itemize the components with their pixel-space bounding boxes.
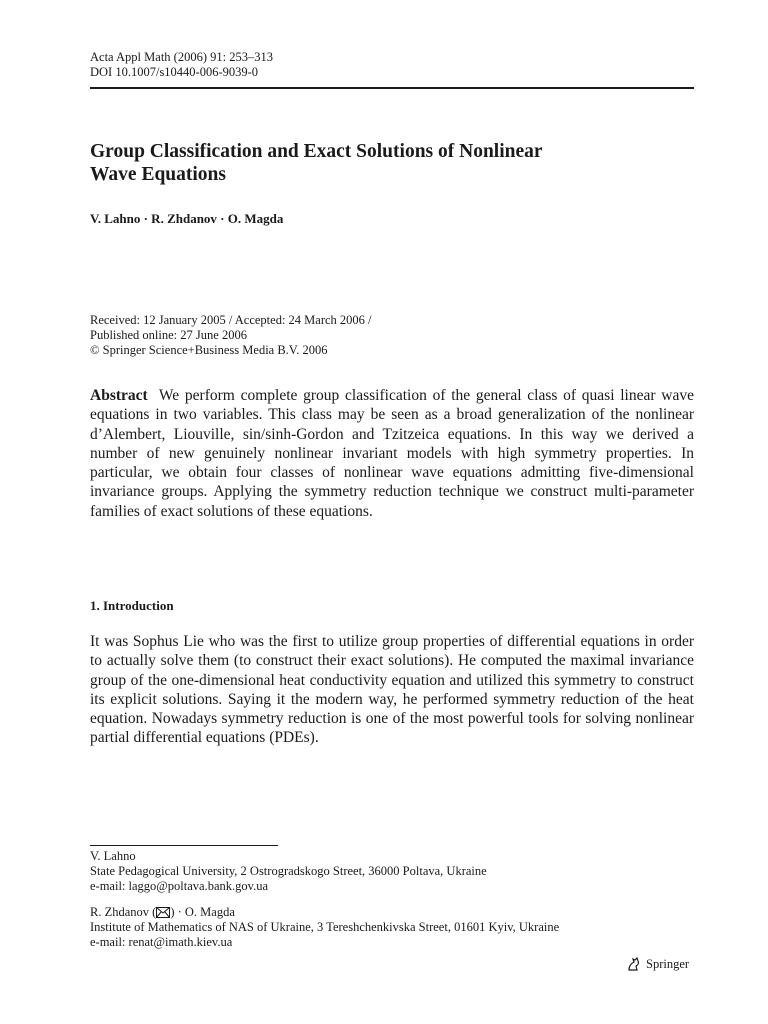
- title-line-1: Group Classification and Exact Solutions of Nonlinear: [90, 141, 543, 162]
- affiliation-email[interactable]: e-mail: renat@imath.kiev.ua: [90, 935, 233, 949]
- affiliation-name: V. Lahno: [90, 849, 136, 863]
- publisher-logo: [626, 956, 689, 972]
- abstract-text: We perform complete group classification of the general class of quasi linear wave equations in two variables. This class may be seen as a broad generalization of the nonlinear d’Alembert, Liouville, sin/sinh-Gordon and Tzitzeica equations. In this way we derived a number of new genuinely nonlinear invariant models with high symmetry properties. In particular, we obtain four classes of nonlinear wave equations admitting five-dimensional invariance groups. Applying the symmetry reduction technique we construct multi-parameter families of exact solutions of these equations.: [90, 387, 694, 520]
- abstract-heading: Abstract: [90, 387, 148, 404]
- introduction-text: It was Sophus Lie who was the first to utilize group properties of differential equations in order to actually solve them (to construct their exact solutions). He computed the maximal invariance group of the one-dimensional heat conductivity equation and utilized this symmetry to construct its explicit solutions. Saying it the modern way, he performed symmetry reduction of the heat equation. Nowadays symmetry reduction is one of the most powerful tools for solving nonlinear partial differential equations (PDEs).: [90, 633, 694, 747]
- envelope-icon: [156, 907, 170, 918]
- affiliation-name: R. Zhdanov ( ) · O. Magda: [90, 905, 235, 919]
- author-list: V. Lahno · R. Zhdanov · O. Magda: [90, 211, 284, 226]
- received-accepted: Received: 12 January 2005 / Accepted: 24 March 2006 /: [90, 313, 372, 327]
- affiliation-institution: Institute of Mathematics of NAS of Ukraine, 3 Tereshchenkivska Street, 01601 Kyiv, Ukraine: [90, 920, 560, 934]
- affiliation-lahno: [90, 849, 487, 894]
- paper-title: [90, 140, 694, 186]
- affiliation-email[interactable]: e-mail: laggo@poltava.bank.gov.ua: [90, 879, 269, 893]
- journal-citation: Acta Appl Math (2006) 91: 253–313: [90, 50, 273, 64]
- affiliation-institution: State Pedagogical University, 2 Ostrogradskogo Street, 36000 Poltava, Ukraine: [90, 864, 487, 878]
- copyright: © Springer Science+Business Media B.V. 2006: [90, 343, 328, 357]
- section-heading: 1. Introduction: [90, 598, 174, 613]
- publication-dates: [90, 313, 372, 358]
- journal-header: [90, 50, 273, 80]
- publisher-name: Springer: [646, 956, 690, 971]
- affiliation-zhdanov-magda: [90, 905, 559, 950]
- journal-doi: DOI 10.1007/s10440-006-9039-0: [90, 65, 259, 79]
- footnote-rule: [90, 845, 278, 846]
- header-rule: [90, 87, 694, 89]
- springer-horse-icon: [626, 956, 642, 972]
- published-online: Published online: 27 June 2006: [90, 328, 247, 342]
- abstract: [90, 386, 694, 521]
- title-line-2: Wave Equations: [90, 164, 226, 185]
